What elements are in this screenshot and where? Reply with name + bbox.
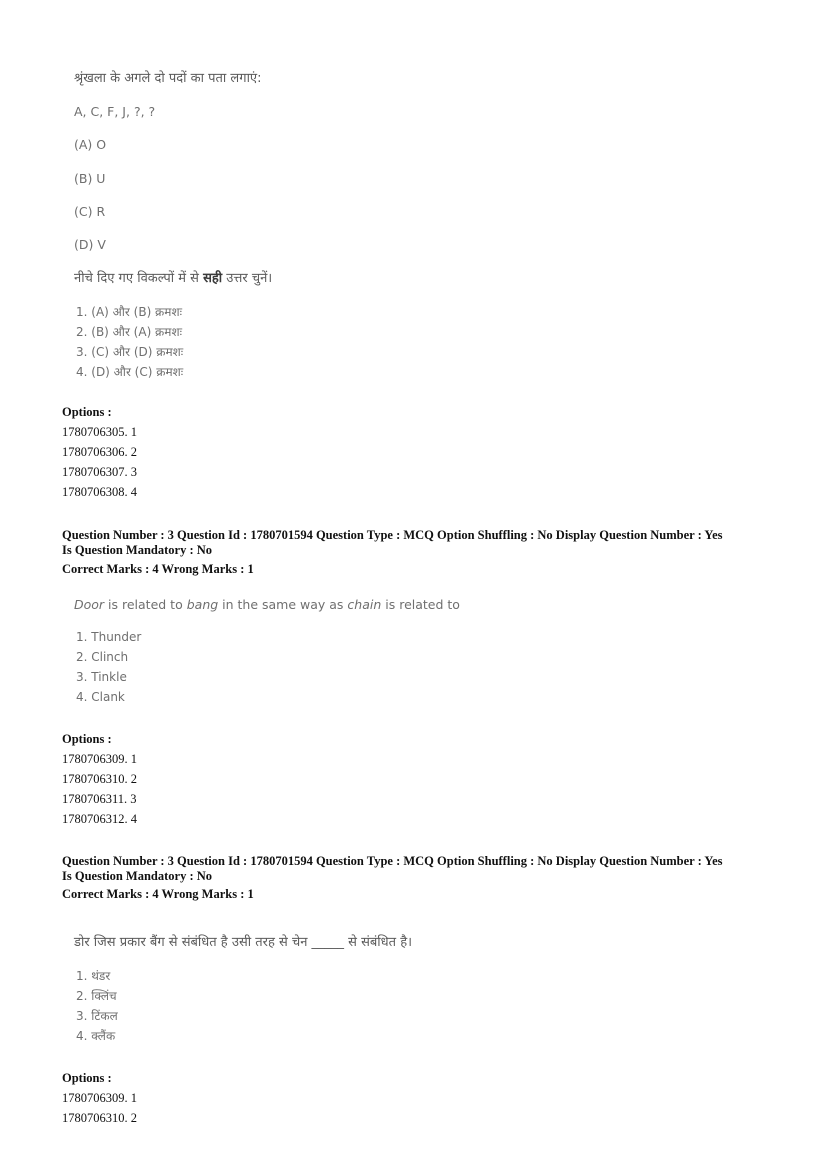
option-row: 1780706310. 2 [62,772,137,786]
options-label: Options : [62,1071,112,1085]
answer-3: 3. Tinkle [76,670,127,684]
option-row: 1780706311. 3 [62,792,137,806]
question-marks: Correct Marks : 4 Wrong Marks : 1 [62,562,254,576]
answer-3: 3. (C) और (D) क्रमशः [76,345,184,359]
choice-c: (C) R [74,204,106,219]
answer-3: 3. टिंकल [76,1009,118,1023]
option-row: 1780706312. 4 [62,812,137,826]
answer-4: 4. क्लैंक [76,1029,116,1043]
answer-4: 4. (D) और (C) क्रमशः [76,365,184,379]
question-instruction: नीचे दिए गए विकल्पों में से सही उत्तर चुनें। [74,271,273,286]
answer-1: 1. थंडर [76,969,111,983]
answer-2: 2. Clinch [76,650,129,664]
answer-2: 2. (B) और (A) क्रमशः [76,325,183,339]
option-row: 1780706306. 2 [62,445,137,459]
answer-1: 1. (A) और (B) क्रमशः [76,305,183,319]
options-label: Options : [62,405,112,419]
question-meta-line: Question Number : 3 Question Id : 1780701594 Question Type : MCQ Option Shuffling : No Display Question Number : Yes [62,528,723,542]
choice-b: (B) U [74,171,106,186]
answer-1: 1. Thunder [76,630,142,644]
option-row: 1780706307. 3 [62,465,137,479]
choice-a: (A) O [74,137,107,152]
option-row: 1780706305. 1 [62,425,137,439]
question-mandatory: Is Question Mandatory : No [62,869,213,883]
options-label: Options : [62,732,112,746]
answer-2: 2. क्लिंच [76,989,117,1003]
option-row: 1780706310. 2 [62,1111,137,1125]
option-row: 1780706309. 1 [62,752,137,766]
choice-d: (D) V [74,237,106,252]
question-marks: Correct Marks : 4 Wrong Marks : 1 [62,887,254,901]
question-text: डोर जिस प्रकार बैंग से संबंधित है उसी तरह से चेन _____ से संबंधित है। [74,935,413,950]
option-row: 1780706308. 4 [62,485,137,499]
question-meta-line: Question Number : 3 Question Id : 1780701594 Question Type : MCQ Option Shuffling : No Display Question Number : Yes [62,854,723,868]
question-mandatory: Is Question Mandatory : No [62,543,213,557]
question-prompt: श्रृंखला के अगले दो पदों का पता लगाएं: [74,71,262,86]
answer-4: 4. Clank [76,690,125,704]
option-row: 1780706309. 1 [62,1091,137,1105]
question-text: Door is related to bang in the same way as chain is related to [74,597,460,612]
question-series: A, C, F, J, ?, ? [74,104,156,119]
